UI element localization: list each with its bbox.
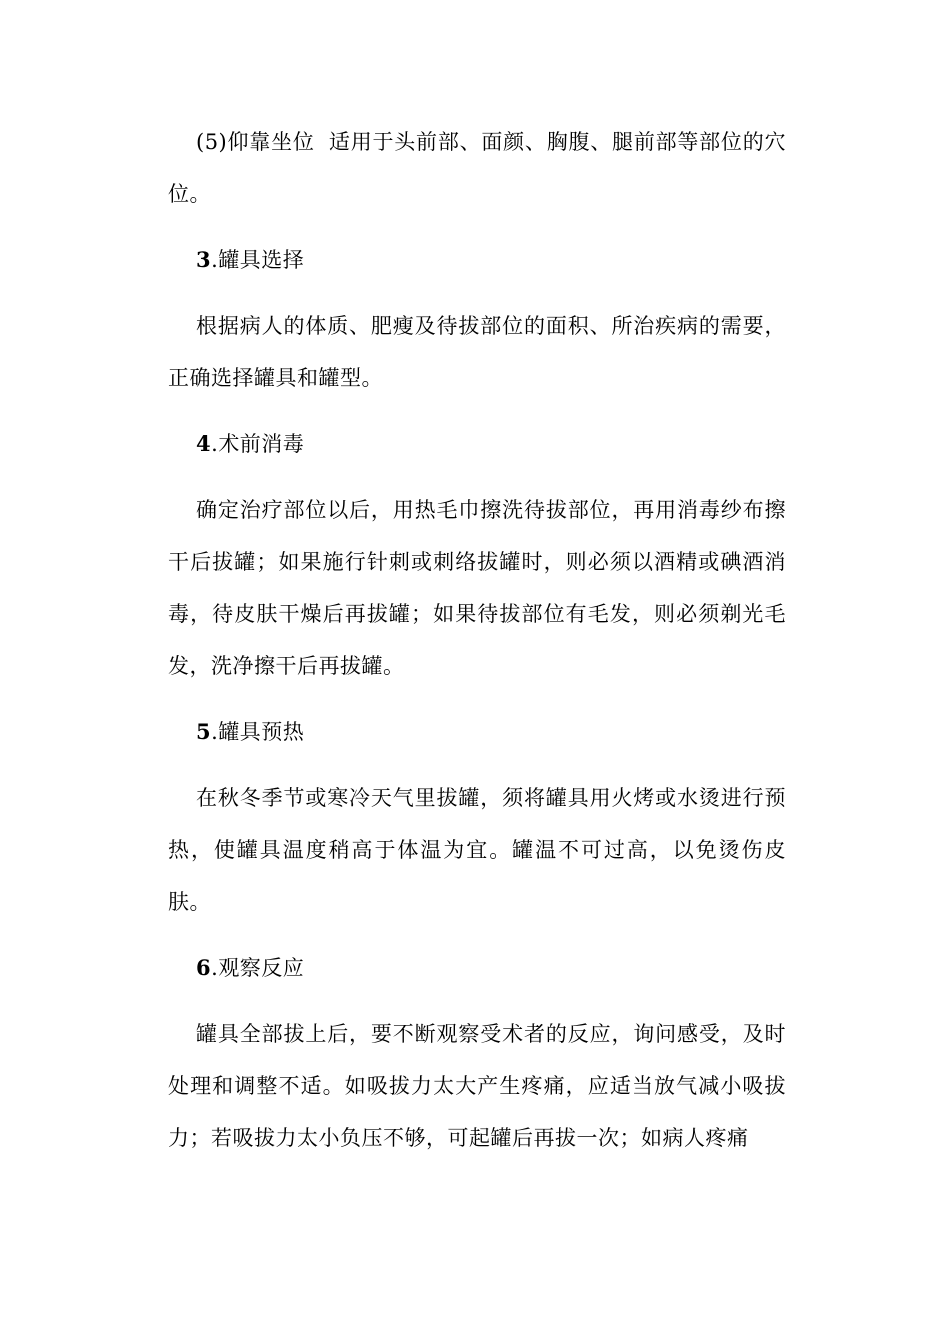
paragraph-text: 适用于头前部、面颜、胸腹、腿前部等部位的穴位。 [168,130,786,206]
item-lead: (5)仰靠坐位 [196,130,315,154]
heading-title: 观察反应 [218,956,305,980]
paragraph-cup-selection: 根据病人的体质、肥瘦及待拔部位的面积、所治疾病的需要，正确选择罐具和罐型。 [168,314,786,390]
paragraph-observe-reaction: 罐具全部拔上后，要不断观察受术者的反应，询问感受，及时处理和调整不适。如吸拔力太大产生疼痛，应适当放气减小吸拔力；若吸拔力太小负压不够，可起罐后再拔一次；如病人疼痛 [168,1022,786,1150]
paragraph-disinfection: 确定治疗部位以后，用热毛巾擦洗待拔部位，再用消毒纱布擦干后拔罐；如果施行针刺或刺络拔罐时，则必须以酒精或碘酒消毒，待皮肤干燥后再拔罐；如果待拔部位有毛发，则必须剃光毛发，洗净擦干后再拔罐。 [168,498,786,678]
heading-number: 4 [196,431,212,456]
document-page [168,116,786,1164]
heading-title: 罐具预热 [218,720,305,744]
paragraph-preheating: 在秋冬季节或寒冷天气里拔罐，须将罐具用火烤或水烫进行预热，使罐具温度稍高于体温为宜。罐温不可过高，以免烫伤皮肤。 [168,786,786,914]
section-heading-4 [168,418,786,470]
section-heading-5 [168,706,786,758]
heading-title: 罐具选择 [218,248,305,272]
section-heading-6 [168,942,786,994]
paragraph-reclining-sitting [168,116,786,220]
heading-number: 6 [196,955,212,980]
heading-separator: . [211,956,219,980]
heading-number: 3 [196,247,212,272]
heading-separator: . [211,720,219,744]
section-heading-3 [168,234,786,286]
heading-separator: . [211,432,219,456]
heading-title: 术前消毒 [218,432,305,456]
heading-number: 5 [196,719,212,744]
heading-separator: . [211,248,219,272]
